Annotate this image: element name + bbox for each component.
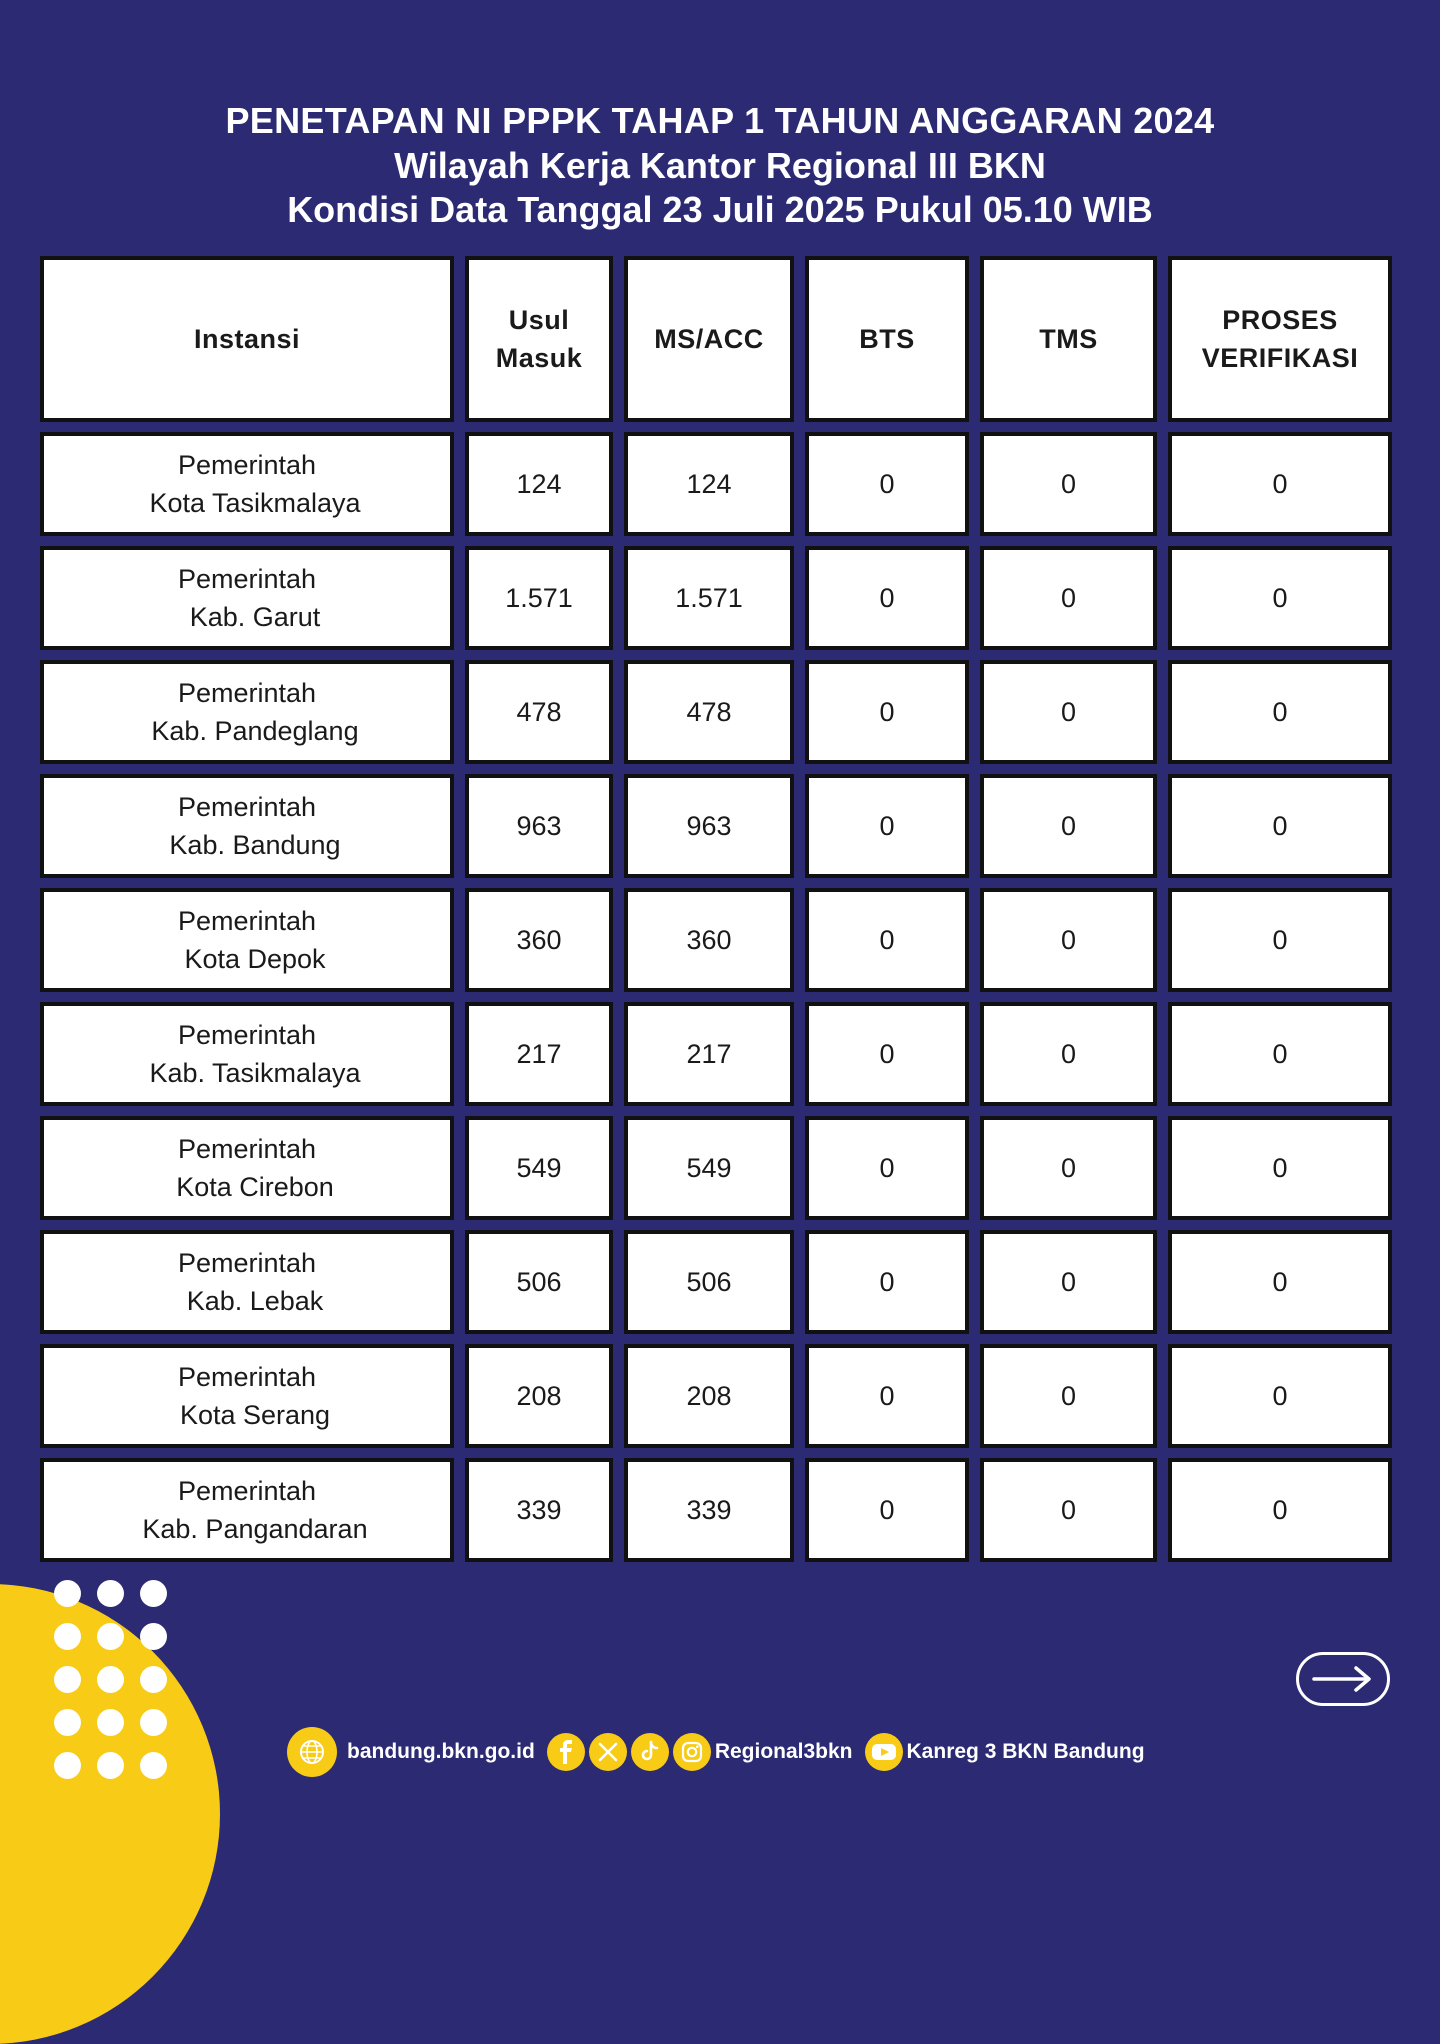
instansi-cell: Pemerintah Kab. Garut	[40, 546, 454, 650]
ms-acc-cell: 478	[624, 660, 794, 764]
ms-acc-cell: 124	[624, 432, 794, 536]
proses-verifikasi-cell: 0	[1168, 774, 1392, 878]
footer	[287, 1726, 1157, 1778]
ms-acc-cell: 1.571	[624, 546, 794, 650]
instansi-cell: Pemerintah Kota Cirebon	[40, 1116, 454, 1220]
page-title	[0, 98, 1440, 232]
instansi-cell: Pemerintah Kota Serang	[40, 1344, 454, 1448]
website-link[interactable]: bandung.bkn.go.id	[347, 1740, 535, 1763]
decorative-dot	[97, 1580, 124, 1607]
usul-masuk-cell: 360	[465, 888, 613, 992]
ms-acc-cell: 339	[624, 1458, 794, 1562]
proses-verifikasi-cell: 0	[1168, 1002, 1392, 1106]
instansi-cell: Pemerintah Kab. Pangandaran	[40, 1458, 454, 1562]
ms-acc-cell: 549	[624, 1116, 794, 1220]
bts-cell: 0	[805, 888, 969, 992]
decorative-dot	[97, 1709, 124, 1736]
decorative-dot	[97, 1752, 124, 1779]
header-usul-masuk: Usul Masuk	[465, 256, 613, 422]
facebook-icon[interactable]	[547, 1733, 585, 1771]
title-line-3: Kondisi Data Tanggal 23 Juli 2025 Pukul 05.10 WIB	[287, 189, 1153, 230]
header-instansi: Instansi	[40, 256, 454, 422]
arrow-right-icon	[1312, 1665, 1374, 1693]
usul-masuk-cell: 208	[465, 1344, 613, 1448]
tms-cell: 0	[980, 1002, 1157, 1106]
header-tms: TMS	[980, 256, 1157, 422]
tiktok-icon[interactable]	[631, 1733, 669, 1771]
instansi-cell: Pemerintah Kota Depok	[40, 888, 454, 992]
decorative-dot	[97, 1666, 124, 1693]
proses-verifikasi-cell: 0	[1168, 660, 1392, 764]
bts-cell: 0	[805, 774, 969, 878]
bts-cell: 0	[805, 1344, 969, 1448]
bts-cell: 0	[805, 1002, 969, 1106]
decorative-dot	[140, 1709, 167, 1736]
decorative-dot	[140, 1666, 167, 1693]
usul-masuk-cell: 963	[465, 774, 613, 878]
decorative-corner	[0, 1584, 220, 2044]
ms-acc-cell: 360	[624, 888, 794, 992]
instansi-cell: Pemerintah Kab. Bandung	[40, 774, 454, 878]
decorative-dot	[97, 1623, 124, 1650]
x-icon[interactable]	[589, 1733, 627, 1771]
bts-cell: 0	[805, 1230, 969, 1334]
tms-cell: 0	[980, 1230, 1157, 1334]
usul-masuk-cell: 217	[465, 1002, 613, 1106]
ms-acc-cell: 208	[624, 1344, 794, 1448]
decorative-dot	[54, 1709, 81, 1736]
ms-acc-cell: 217	[624, 1002, 794, 1106]
decorative-dot	[54, 1666, 81, 1693]
usul-masuk-cell: 124	[465, 432, 613, 536]
proses-verifikasi-cell: 0	[1168, 432, 1392, 536]
tms-cell: 0	[980, 660, 1157, 764]
decorative-dot	[140, 1623, 167, 1650]
social-handle[interactable]: Regional3bkn	[714, 1740, 853, 1763]
decorative-dot	[140, 1580, 167, 1607]
tms-cell: 0	[980, 1458, 1157, 1562]
proses-verifikasi-cell: 0	[1168, 1230, 1392, 1334]
decorative-dot	[54, 1580, 81, 1607]
proses-verifikasi-cell: 0	[1168, 1344, 1392, 1448]
instansi-cell: Pemerintah Kab. Pandeglang	[40, 660, 454, 764]
usul-masuk-cell: 1.571	[465, 546, 613, 650]
header-proses-verifikasi: PROSES VERIFIKASI	[1168, 256, 1392, 422]
tms-cell: 0	[980, 774, 1157, 878]
bts-cell: 0	[805, 1458, 969, 1562]
usul-masuk-cell: 478	[465, 660, 613, 764]
tms-cell: 0	[980, 1344, 1157, 1448]
proses-verifikasi-cell: 0	[1168, 1458, 1392, 1562]
proses-verifikasi-cell: 0	[1168, 546, 1392, 650]
data-table	[40, 256, 1392, 1562]
bts-cell: 0	[805, 546, 969, 650]
decorative-dot	[140, 1752, 167, 1779]
instansi-cell: Pemerintah Kab. Lebak	[40, 1230, 454, 1334]
tms-cell: 0	[980, 432, 1157, 536]
decorative-dot	[54, 1623, 81, 1650]
youtube-channel[interactable]: Kanreg 3 BKN Bandung	[906, 1740, 1145, 1763]
instansi-cell: Pemerintah Kab. Tasikmalaya	[40, 1002, 454, 1106]
proses-verifikasi-cell: 0	[1168, 1116, 1392, 1220]
usul-masuk-cell: 549	[465, 1116, 613, 1220]
instansi-cell: Pemerintah Kota Tasikmalaya	[40, 432, 454, 536]
proses-verifikasi-cell: 0	[1168, 888, 1392, 992]
ms-acc-cell: 963	[624, 774, 794, 878]
globe-icon	[287, 1727, 337, 1777]
usul-masuk-cell: 506	[465, 1230, 613, 1334]
bts-cell: 0	[805, 432, 969, 536]
ms-acc-cell: 506	[624, 1230, 794, 1334]
title-line-2: Wilayah Kerja Kantor Regional III BKN	[394, 145, 1046, 186]
title-line-1: PENETAPAN NI PPPK TAHAP 1 TAHUN ANGGARAN 2024	[225, 100, 1215, 141]
bts-cell: 0	[805, 1116, 969, 1220]
tms-cell: 0	[980, 546, 1157, 650]
youtube-icon[interactable]	[865, 1733, 903, 1771]
usul-masuk-cell: 339	[465, 1458, 613, 1562]
next-button[interactable]	[1296, 1652, 1390, 1706]
header-ms-acc: MS/ACC	[624, 256, 794, 422]
decorative-dot	[54, 1752, 81, 1779]
tms-cell: 0	[980, 1116, 1157, 1220]
header-bts: BTS	[805, 256, 969, 422]
bts-cell: 0	[805, 660, 969, 764]
tms-cell: 0	[980, 888, 1157, 992]
instagram-icon[interactable]	[673, 1733, 711, 1771]
